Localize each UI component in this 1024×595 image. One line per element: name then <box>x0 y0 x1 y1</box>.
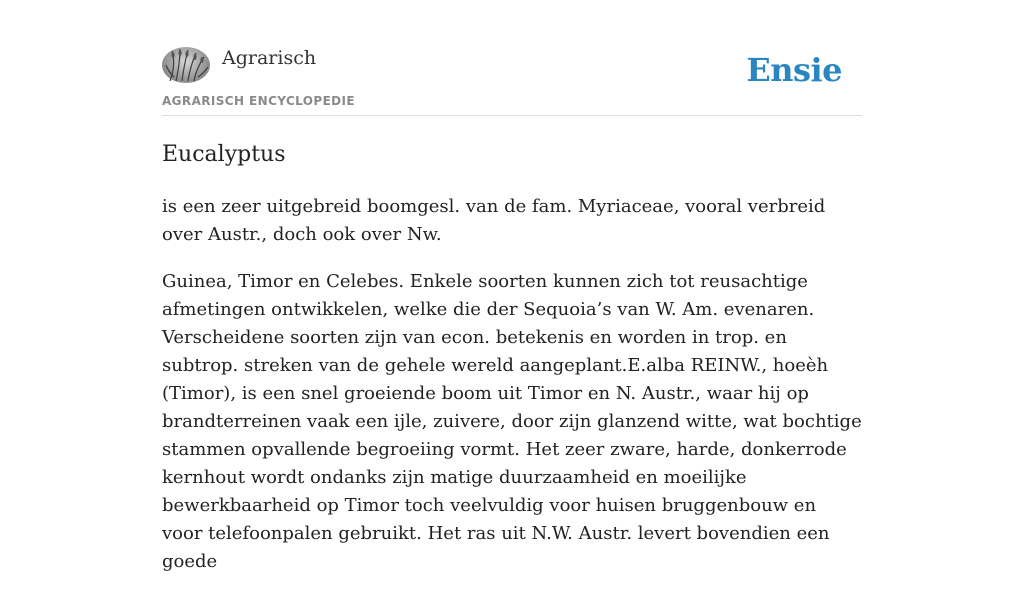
source-subtitle: AGRARISCH ENCYCLOPEDIE <box>162 94 355 108</box>
brand-logo[interactable]: Ensie <box>746 51 842 89</box>
source-header <box>162 0 862 116</box>
article-title: Eucalyptus <box>162 142 286 167</box>
article-paragraph: is een zeer uitgebreid boomgesl. van de fam. Myriaceae, vooral verbreid over Austr., doch ook over Nw. <box>162 196 826 245</box>
wheat-icon <box>162 47 210 83</box>
article-paragraph: Guinea, Timor en Celebes. Enkele soorten kunnen zich tot reusachtige afmetingen ontwikkelen, welke die der Sequoia’s van W. Am. evenaren. Verscheidene soorten zijn van econ. betekenis en worden in trop. en subtrop. streken van de gehele wereld aangeplant.E.alba REINW., hoeèh (Timor), is een snel groeiende boom uit Timor en N. Austr., waar hij op brandterreinen vaak een ijle, zuivere, door zijn glanzend witte, wat bochtige stammen opvallende begroeiing vormt. Het zeer zware, harde, donkerrode kernhout wordt ondanks zijn matige duurzaamheid en moeilijke bewerkbaarheid op Timor toch veelvuldig voor huisen bruggenbouw en voor telefoonpalen gebruikt. Het ras uit N.W. Austr. levert bovendien een goede <box>162 271 862 572</box>
source-avatar[interactable] <box>162 47 210 83</box>
source-name[interactable]: Agrarisch <box>222 47 317 69</box>
article-page <box>162 0 862 572</box>
article-body <box>162 193 862 595</box>
